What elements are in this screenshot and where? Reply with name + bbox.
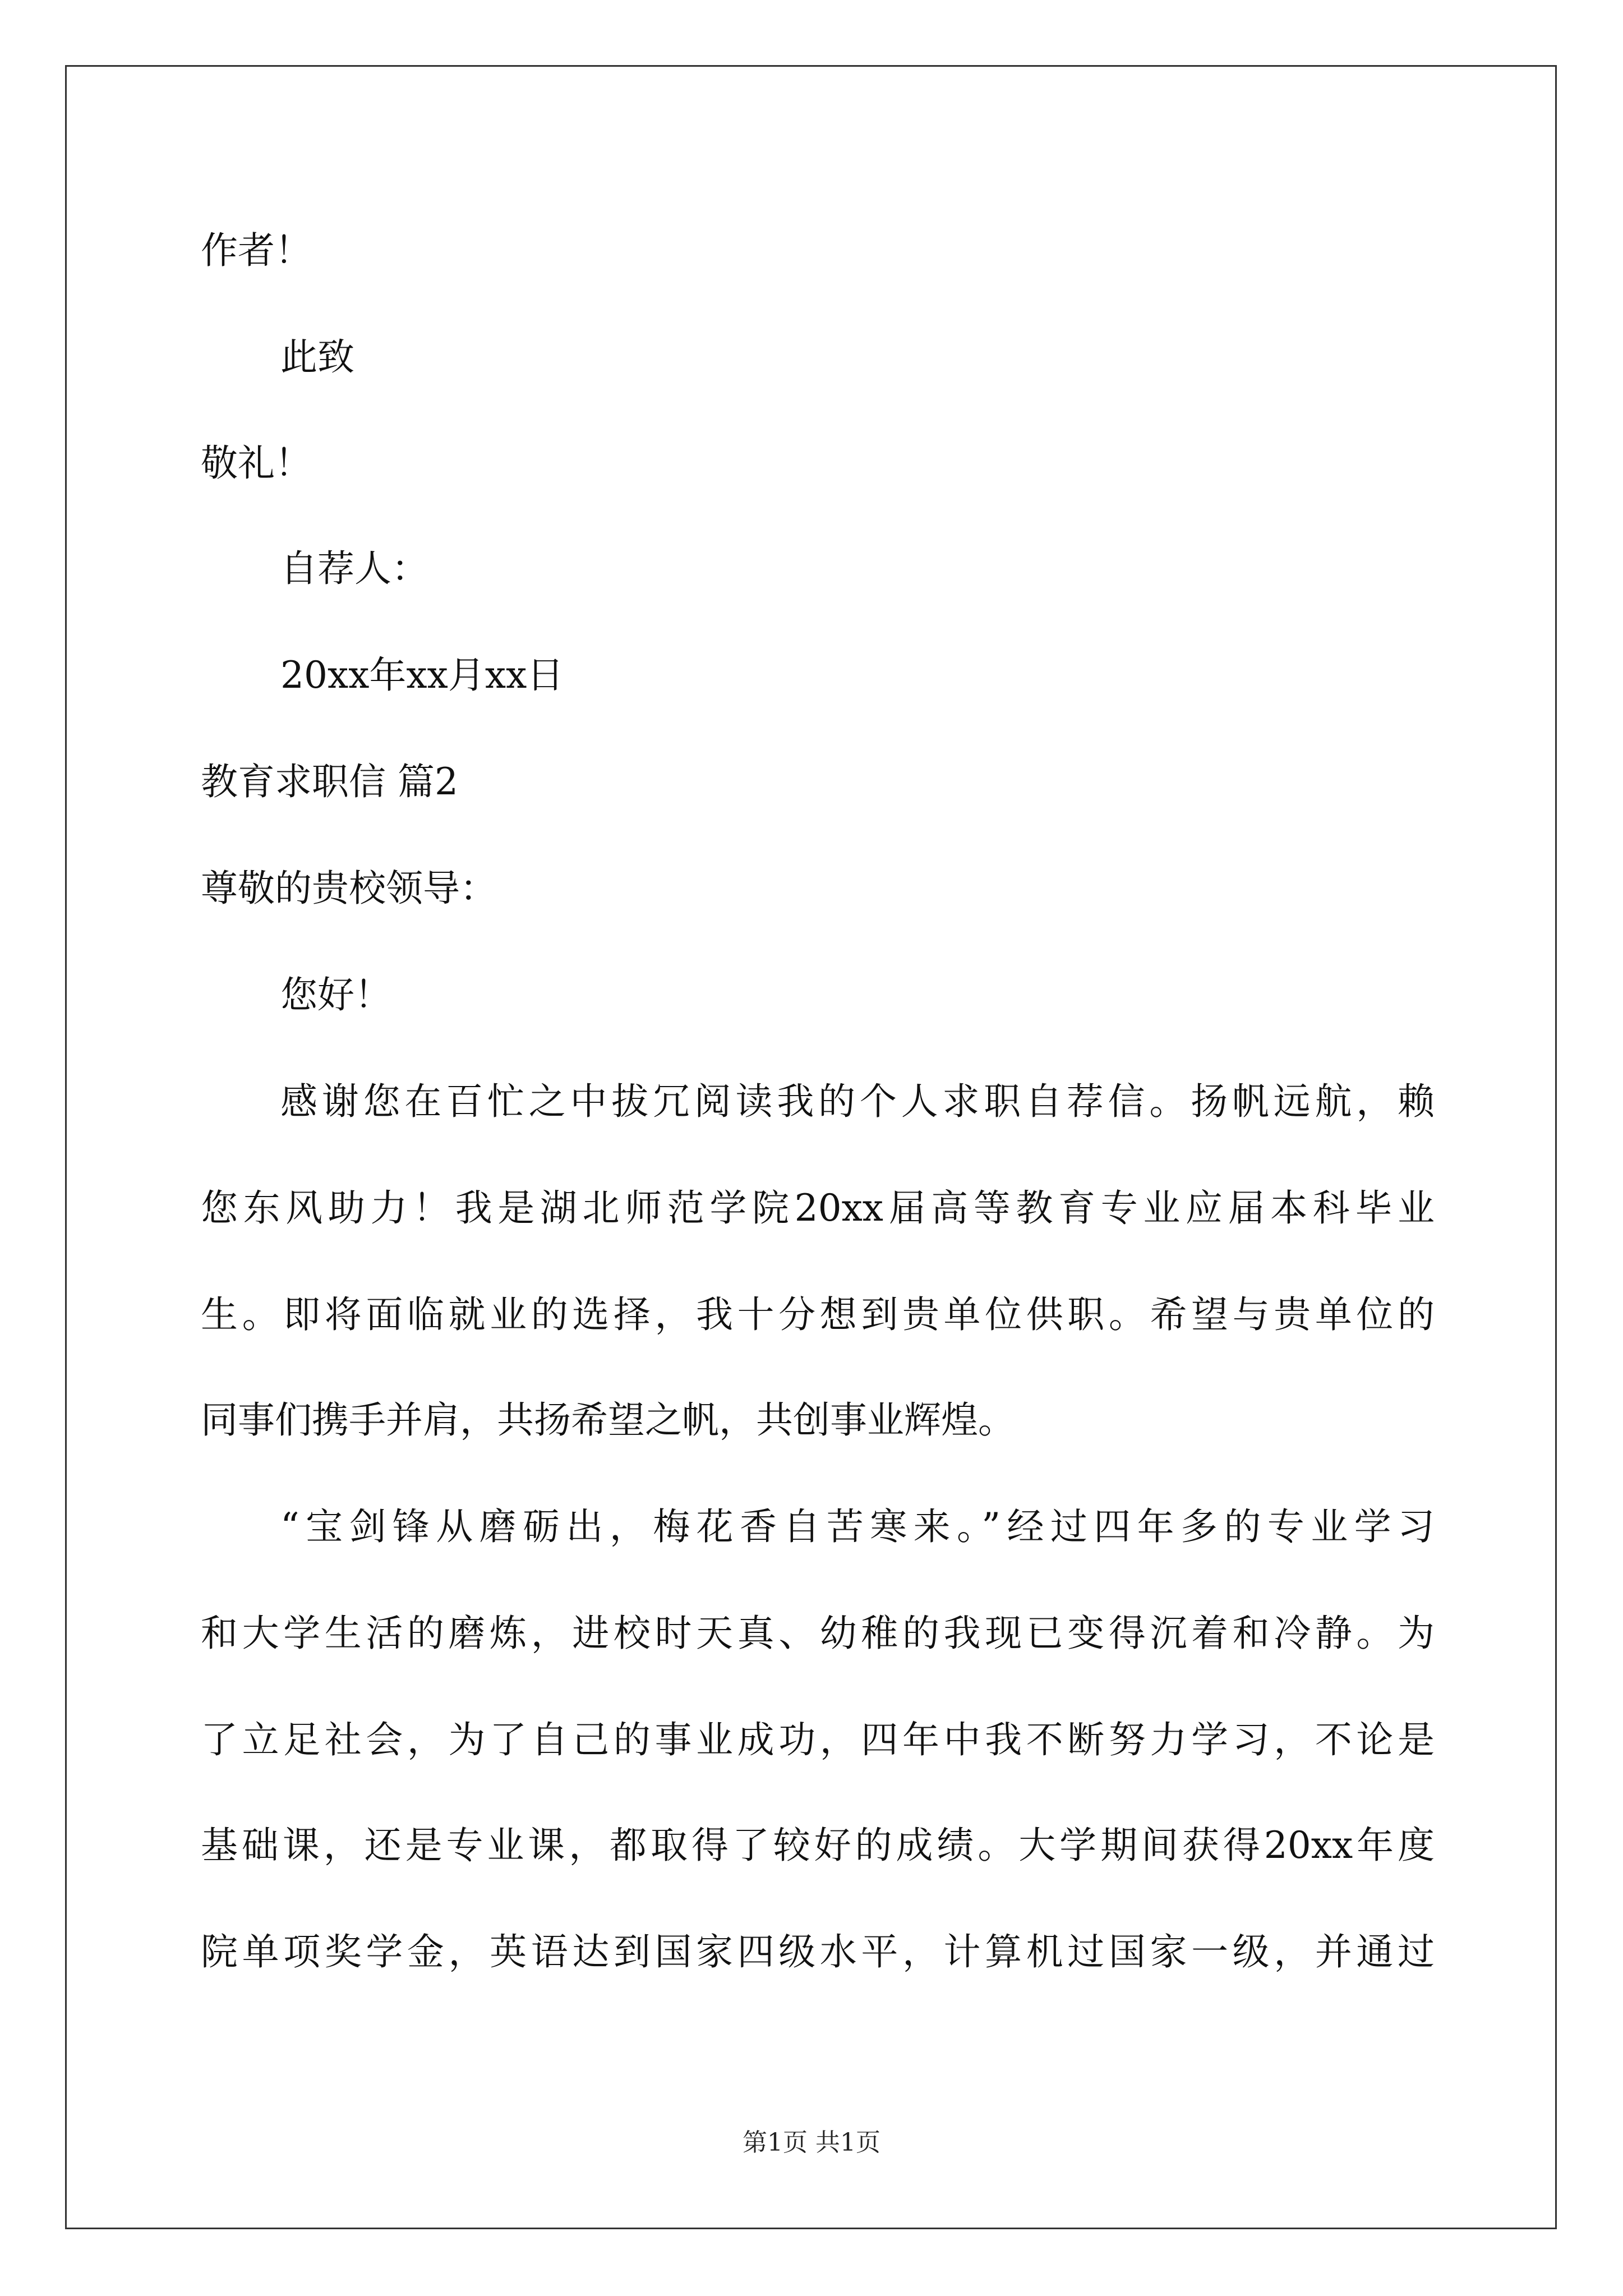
signer-line: 自荐人： <box>280 547 428 590</box>
section-title: 教育求职信 篇2 <box>201 760 458 803</box>
paragraph-2-line: “宝剑锋从磨砺出，梅花香自苦寒来。”经过四年多的专业学习 <box>280 1505 1435 1548</box>
paragraph-2-line: 了立足社会，为了自己的事业成功，四年中我不断努力学习，不论是 <box>201 1718 1435 1761</box>
page-footer: 第1页 共1页 <box>743 2128 880 2157</box>
paragraph-1-line: 生。即将面临就业的选择，我十分想到贵单位供职。希望与贵单位的 <box>201 1293 1435 1336</box>
salute-line-1: 此致 <box>280 335 354 379</box>
paragraph-2-line: 院单项奖学金，英语达到国家四级水平，计算机过国家一级，并通过 <box>201 1930 1435 1973</box>
paragraph-2-line: 和大学生活的磨炼，进校时天真、幼稚的我现已变得沉着和冷静。为 <box>201 1612 1435 1655</box>
page-frame <box>65 65 1557 2229</box>
paragraph-1-line: 同事们携手并肩，共扬希望之帆，共创事业辉煌。 <box>201 1398 1015 1442</box>
paragraph-1-line: 您东风助力！我是湖北师范学院20xx届高等教育专业应届本科毕业 <box>201 1186 1435 1230</box>
author-line: 作者！ <box>201 229 312 272</box>
date-line: 20xx年xx月xx日 <box>280 654 564 697</box>
hello-line: 您好！ <box>280 973 391 1016</box>
paragraph-2-line: 基础课，还是专业课，都取得了较好的成绩。大学期间获得20xx年度 <box>201 1824 1435 1867</box>
greeting-line: 尊敬的贵校领导： <box>201 867 497 910</box>
paragraph-1-line: 感谢您在百忙之中拔冗阅读我的个人求职自荐信。扬帆远航，赖 <box>280 1080 1435 1123</box>
salute-line-2: 敬礼！ <box>201 441 312 485</box>
